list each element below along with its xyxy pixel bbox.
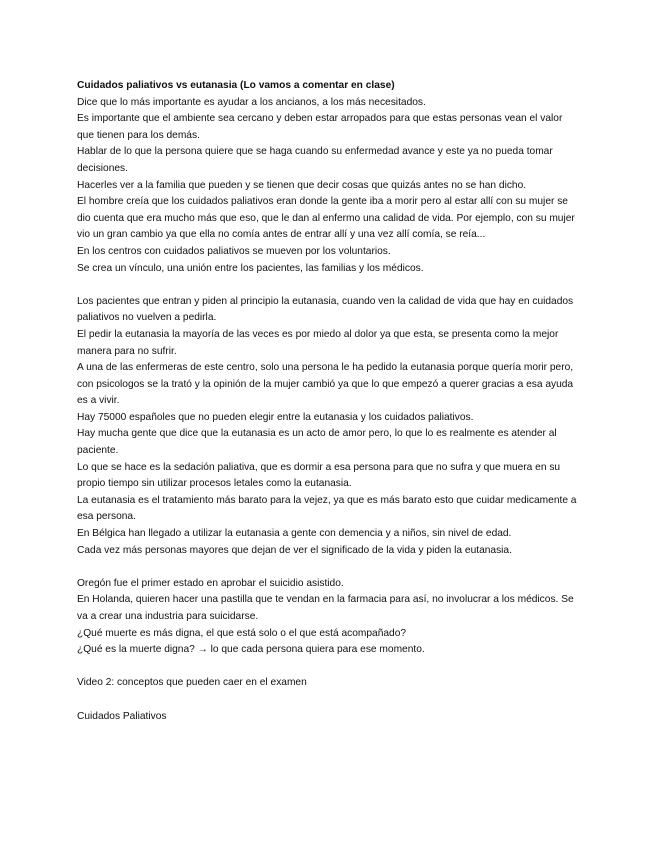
video-heading: Video 2: conceptos que pueden caer en el examen bbox=[77, 677, 307, 689]
paragraph: Hay 75000 españoles que no pueden elegir entre la eutanasia y los cuidados paliativos. bbox=[77, 411, 474, 423]
paragraph-spacer bbox=[77, 559, 582, 576]
paragraph: La eutanasia es el tratamiento más barato para la vejez, ya que es más barato esto que cuidar medicamente a esa persona. bbox=[77, 494, 577, 523]
paragraph-spacer bbox=[77, 659, 582, 676]
paragraph-spacer bbox=[77, 692, 582, 709]
paragraph: El hombre creía que los cuidados paliativos eran donde la gente iba a morir pero al estar allí con su mujer se dio cuenta que era mucho más que eso, que le dan al enfermo una calidad de vida. Por ejemplo, con su mujer vio un gran cambio ya que ella no comía antes de entrar allí y una vez allí comía, se reía... bbox=[77, 196, 575, 241]
final-heading: Cuidados Paliativos bbox=[77, 710, 167, 722]
paragraph: Es importante que el ambiente sea cercano y deben estar arropados para que estas personas vean el valor que tienen para los demás. bbox=[77, 113, 563, 141]
paragraph: En Bélgica han llegado a utilizar la eutanasia a gente con demencia y a niños, sin nivel de edad. bbox=[77, 528, 512, 540]
paragraph: Dice que lo más importante es ayudar a los ancianos, a los más necesitados. bbox=[77, 96, 426, 108]
paragraph: ¿Qué es la muerte digna? → lo que cada persona quiera para ese momento. bbox=[77, 644, 425, 656]
paragraph: Hablar de lo que la persona quiere que se haga cuando su enfermedad avance y este ya no pueda tomar decisiones. bbox=[77, 146, 553, 174]
paragraph: En los centros con cuidados paliativos se mueven por los voluntarios. bbox=[77, 245, 391, 257]
paragraph: Hay mucha gente que dice que la eutanasia es un acto de amor pero, lo que lo es realmente es atender al paciente. bbox=[77, 428, 557, 457]
paragraph: Cada vez más personas mayores que dejan de ver el significado de la vida y piden la eutanasia. bbox=[77, 544, 512, 556]
paragraph: Lo que se hace es la sedación paliativa, que es dormir a esa persona para que no sufra y que muera en su propio tiempo sin utilizar procesos letales como la eutanasia. bbox=[77, 461, 561, 490]
paragraph: En Holanda, quieren hacer una pastilla que te vendan en la farmacia para así, no involucrar a los médicos. Se va a crear una industria para suicidarse. bbox=[77, 594, 574, 622]
paragraph: Se crea un vínculo, una unión entre los pacientes, las familias y los médicos. bbox=[77, 262, 424, 274]
paragraph: Hacerles ver a la familia que pueden y se tienen que decir cosas que quizás antes no se han dicho. bbox=[77, 179, 527, 191]
paragraph: ¿Qué muerte es más digna, el que está solo o el que está acompañado? bbox=[77, 627, 407, 639]
paragraph: Oregón fue el primer estado en aprobar el suicidio asistido. bbox=[77, 577, 344, 589]
document-body bbox=[77, 78, 582, 725]
paragraph: Los pacientes que entran y piden al principio la eutanasia, cuando ven la calidad de vida que hay en cuidados paliativos no vuelven a pedirla. bbox=[77, 295, 574, 324]
paragraph-spacer bbox=[77, 277, 582, 294]
paragraph: A una de las enfermeras de este centro, solo una persona le ha pedido la eutanasia porque quería morir pero, con psicologos se la trató y la opinión de la mujer cambió ya que lo que empezó a querer gracias a esa ayuda es a vivir. bbox=[77, 362, 574, 407]
document-title: Cuidados paliativos vs eutanasia (Lo vamos a comentar en clase) bbox=[77, 80, 395, 91]
paragraph: El pedir la eutanasia la mayoría de las veces es por miedo al dolor ya que esta, se presenta como la mejor manera para no sufrir. bbox=[77, 328, 559, 357]
